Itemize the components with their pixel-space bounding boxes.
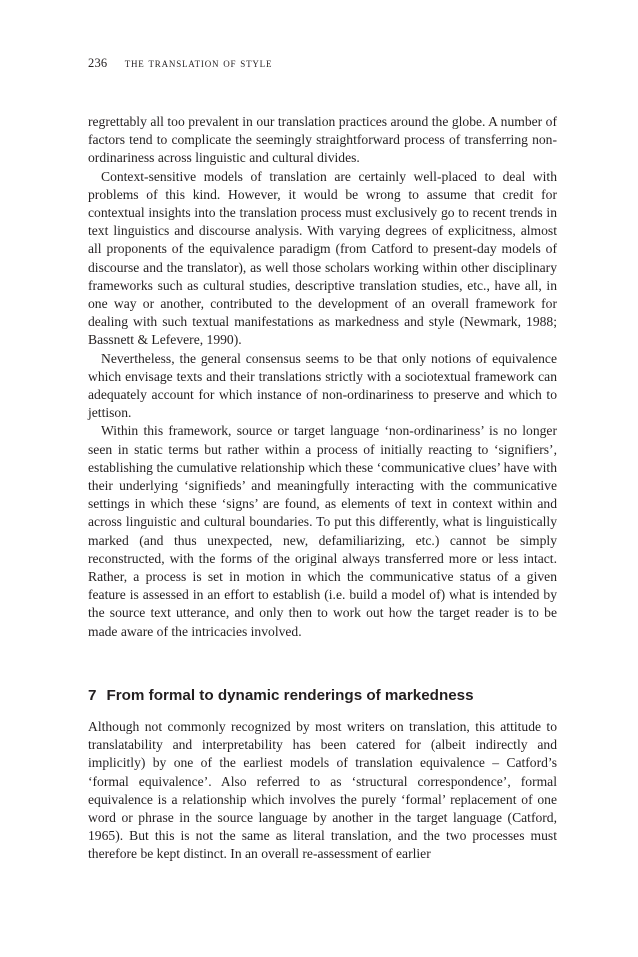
paragraph: Although not commonly recognized by most writers on translation, this attitude to translatability and interpretability has been catered for (albeit indirectly and implicitly) by one of the earliest models of translation equivalence – Catford’s ‘formal equivalence’. Also referred to as ‘structural correspondence’, formal equivalence is a relationship which involves the purely ‘formal’ replacement of one word or phrase in the source language by another in the target language (Catford, 1965). But this is not the same as literal translation, and the two processes must therefore be kept distinct. In an overall re-assessment of earlier (88, 719, 557, 862)
section-heading (88, 686, 557, 706)
body-text (88, 113, 557, 641)
paragraph: Nevertheless, the general consensus seems to be that only notions of equivalence which envisage texts and their translations strictly with a sociotextual framework can adequately account for which instance of non-ordinariness to preserve and which to jettison. (88, 350, 557, 421)
running-header (88, 56, 272, 71)
section-number: 7 (88, 687, 97, 704)
section-body-text (88, 718, 557, 864)
running-title: the translation of style (124, 56, 273, 70)
paragraph: Context-sensitive models of translation are certainly well-placed to deal with problems of this kind. However, it would be wrong to assume that credit for contextual insights into the translation process must exclusively go to recent trends in text linguistics and discourse analysis. With varying degrees of explicitness, almost all proponents of the equivalence paradigm (from Catford to present-day models of discourse and the translator), as well those scholars working within other disciplinary frameworks such as cultural studies, descriptive translation studies, etc., have all, in one way or another, contributed to the development of an overall framework for dealing with such textual manifestations as markedness and style (Newmark, 1988; Bassnett & Lefevere, 1990). (88, 168, 557, 348)
section-title: From formal to dynamic renderings of markedness (106, 687, 474, 704)
paragraph: regrettably all too prevalent in our translation practices around the globe. A number of factors tend to complicate the seemingly straightforward process of transferring non-ordinariness across linguistic and cultural divides. (88, 114, 557, 166)
page-number: 236 (88, 56, 108, 70)
paragraph: Within this framework, source or target language ‘non-ordinariness’ is no longer seen in static terms but rather within a process of initially reacting to ‘signifiers’, establishing the cumulative relationship which these ‘communicative clues’ have with their underlying ‘signifieds’ and meaningfully interacting with the communicative settings in which these ‘signs’ are found, as elements of text in context within and across linguistic and cultural boundaries. To put this differently, what is linguistically marked (and thus unexpected, new, defamiliarizing, etc.) cannot be simply reconstructed, with the forms of the original always transferred more or less intact. Rather, a process is set in motion in which the communicative status of a given feature is assessed in an effort to establish (i.e. build a model of) what is intended by the source text utterance, and only then to work out how the target reader is to be made aware of the intricacies involved. (88, 423, 557, 639)
